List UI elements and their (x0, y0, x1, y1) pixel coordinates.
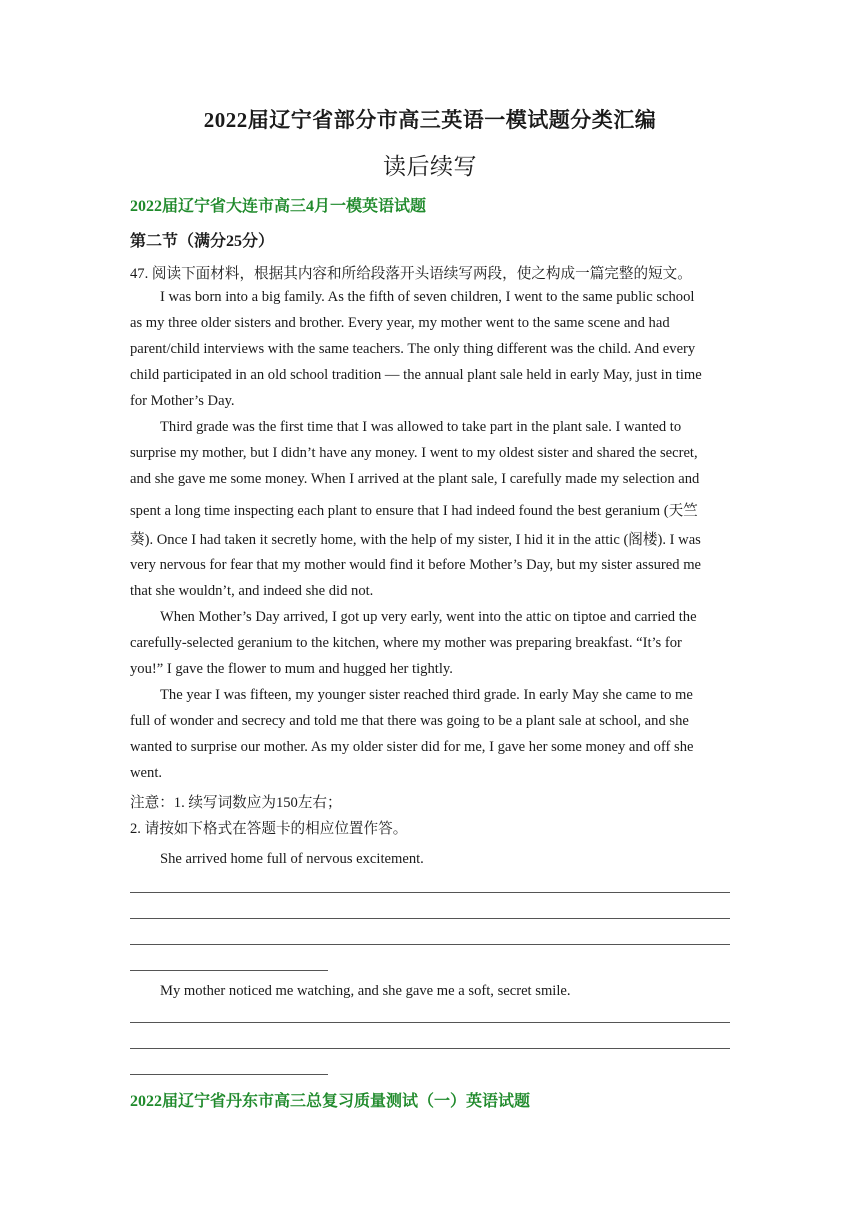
answer-line (130, 892, 730, 893)
passage-line: carefully-selected geranium to the kitchen, where my mother was preparing breakfast. “It’s for (130, 635, 682, 651)
answer-line (130, 918, 730, 919)
passage-line: and she gave me some money. When I arrived at the plant sale, I carefully made my selection and (130, 471, 700, 487)
note-format: 2. 请按如下格式在答题卡的相应位置作答。 (130, 821, 408, 837)
passage-line: you!” I gave the flower to mum and hugged her tightly. (130, 661, 453, 677)
passage-line: for Mother’s Day. (130, 393, 235, 409)
note-word-count: 注意：1. 续写词数应为150左右； (130, 795, 342, 811)
page-title: 2022届辽宁省部分市高三英语一模试题分类汇编 (203, 108, 657, 132)
answer-line (130, 1074, 328, 1075)
passage-line: wanted to surprise our mother. As my older sister did for me, I gave her some money and off she (130, 739, 694, 755)
passage-line: went. (130, 765, 163, 781)
passage-line: spent a long time inspecting each plant to ensure that I had indeed found the best geranium (天竺 (130, 503, 698, 519)
section-heading-dalian: 2022届辽宁省大连市高三4月一模英语试题 (130, 198, 427, 215)
passage-line: parent/child interviews with the same teachers. The only thing different was the child. And every (130, 341, 696, 357)
passage-line: full of wonder and secrecy and told me that there was going to be a plant sale at school, and she (130, 713, 689, 729)
passage-line: surprise my mother, but I didn’t have any money. I went to my oldest sister and shared the secret, (130, 445, 698, 461)
passage-line: very nervous for fear that my mother would find it before Mother’s Day, but my sister assured me (130, 557, 702, 573)
passage-line: that she wouldn’t, and indeed she did not. (130, 583, 374, 599)
answer-line (130, 944, 730, 945)
question-prompt: 47. 阅读下面材料，根据其内容和所给段落开头语续写两段，使之构成一篇完整的短文。 (130, 266, 692, 282)
paragraph2-opening: My mother noticed me watching, and she gave me a soft, secret smile. (160, 983, 571, 999)
passage-line: child participated in an old school tradition — the annual plant sale held in early May, just in time (130, 367, 702, 383)
page-subtitle: 读后续写 (383, 154, 477, 179)
passage-line: as my three older sisters and brother. Every year, my mother went to the same scene and had (130, 315, 670, 331)
passage-line: The year I was fifteen, my younger sister reached third grade. In early May she came to me (160, 687, 693, 703)
answer-line (130, 970, 328, 971)
answer-line (130, 1048, 730, 1049)
passage-line: I was born into a big family. As the fifth of seven children, I went to the same public school (160, 289, 695, 305)
paragraph1-opening: She arrived home full of nervous excitement. (160, 851, 424, 867)
section-heading-dandong: 2022届辽宁省丹东市高三总复习质量测试（一）英语试题 (130, 1093, 531, 1110)
part-heading: 第二节（满分25分） (130, 233, 275, 250)
passage-line: When Mother’s Day arrived, I got up very early, went into the attic on tiptoe and carried the (160, 609, 697, 625)
passage-line: 葵). Once I had taken it secretly home, with the help of my sister, I hid it in the attic (阁楼). I was (130, 532, 701, 548)
answer-line (130, 1022, 730, 1023)
passage-line: Third grade was the first time that I was allowed to take part in the plant sale. I wanted to (160, 419, 682, 435)
